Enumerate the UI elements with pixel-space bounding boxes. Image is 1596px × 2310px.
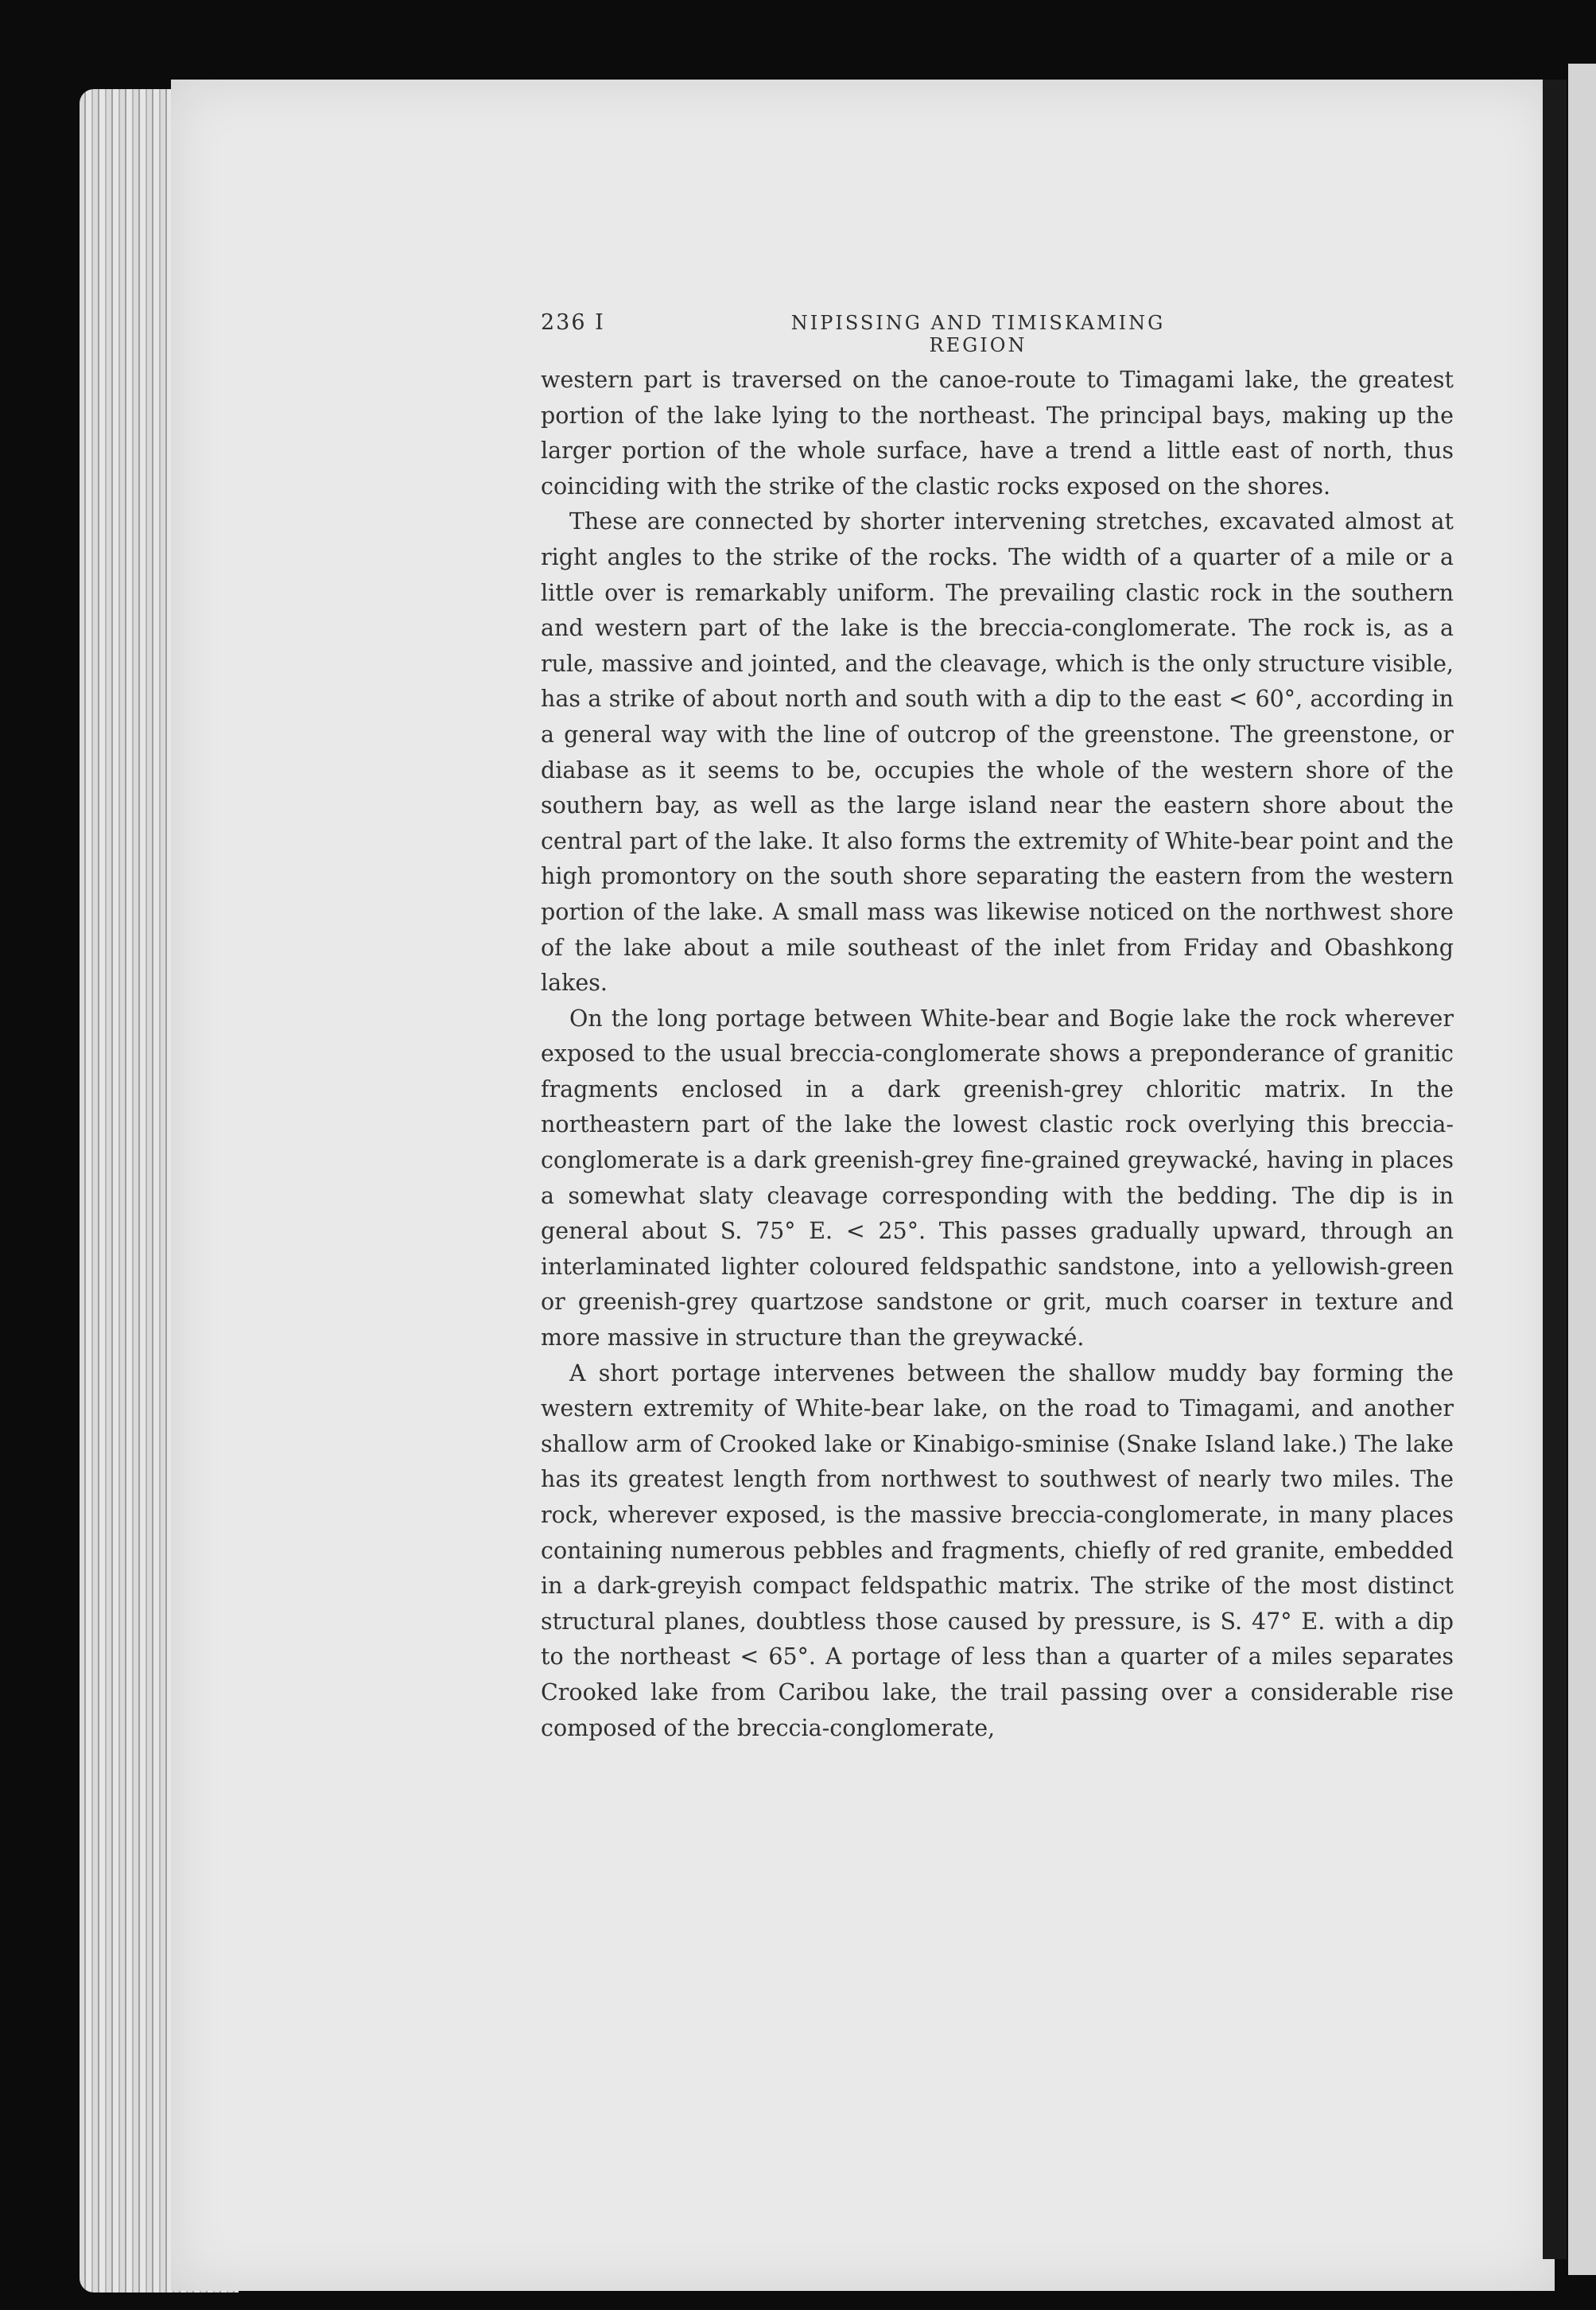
page-header (541, 310, 1455, 356)
paragraph-4: A short portage intervenes between the shallow muddy bay forming the western extremity of White-bear lake, on the road to Timagami, and another shallow arm of Crooked lake or Kinabigo-sminise (Snake Island lake.) The lake has its greatest length from northwest to southwest of nearly two miles. The rock, wherever exposed, is the massive breccia-conglomerate, in many places containing numerous pebbles and fragments, chiefly of red granite, embedded in a dark-greyish compact feldspathic matrix. The strike of the most distinct structural planes, doubtless those caused by pressure, is S. 47° E. with a dip to the northeast < 65°. A portage of less than a quarter of a miles separates Crooked lake from Caribou lake, the trail passing over a considerable rise composed of the breccia-conglomerate, (541, 1359, 1454, 1741)
paragraph-1: western part is traversed on the canoe-route to Timagami lake, the greatest portion of the lake lying to the northeast. The principal bays, making up the larger portion of the whole surface, have a trend a little east of north, thus coinciding with the strike of the clastic rocks exposed on the shores. (541, 367, 1454, 500)
paragraph-2: These are connected by shorter intervening stretches, excavated almost at right angles to the strike of the rocks. The width of a quarter of a mile or a little over is remarkably uniform. The prevailing clastic rock in the southern and western part of the lake is the breccia-conglomerate. The rock is, as a rule, massive and jointed, and the cleavage, which is the only structure visible, has a strike of about north and south with a dip to the east < 60°, according in a general way with the line of outcrop of the greenstone. The greenstone, or diabase as it seems to be, occupies the whole of the western shore of the southern bay, as well as the large island near the eastern shore about the central part of the lake. It also forms the extremity of White-bear point and the high promontory on the south shore separating the eastern from the western portion of the lake. A small mass was likewise noticed on the northwest shore of the lake about a mile southeast of the inlet from Friday and Obashkong lakes. (541, 508, 1454, 997)
running-head: NIPISSING AND TIMISKAMING REGION (790, 312, 1166, 356)
facing-page-edge (1568, 64, 1596, 2275)
gutter-shadow (1543, 80, 1567, 2259)
page-number: 236 I (541, 310, 605, 335)
paragraph-3: On the long portage between White-bear and Bogie lake the rock wherever exposed to the usual breccia-conglomerate shows a preponderance of granitic fragments enclosed in a dark greenish-grey chloritic matrix. In the northeastern part of the lake the lowest clastic rock overlying this breccia-conglomerate is a dark greenish-grey fine-grained greywacké, having in places a somewhat slaty cleavage corresponding with the bedding. The dip is in general about S. 75° E. < 25°. This passes gradually upward, through an interlaminated lighter coloured feldspathic sandstone, into a yellowish-green or greenish-grey quartzose sandstone or grit, much coarser in texture and more massive in structure than the greywacké. (541, 1005, 1454, 1351)
body-text (541, 363, 1454, 1746)
